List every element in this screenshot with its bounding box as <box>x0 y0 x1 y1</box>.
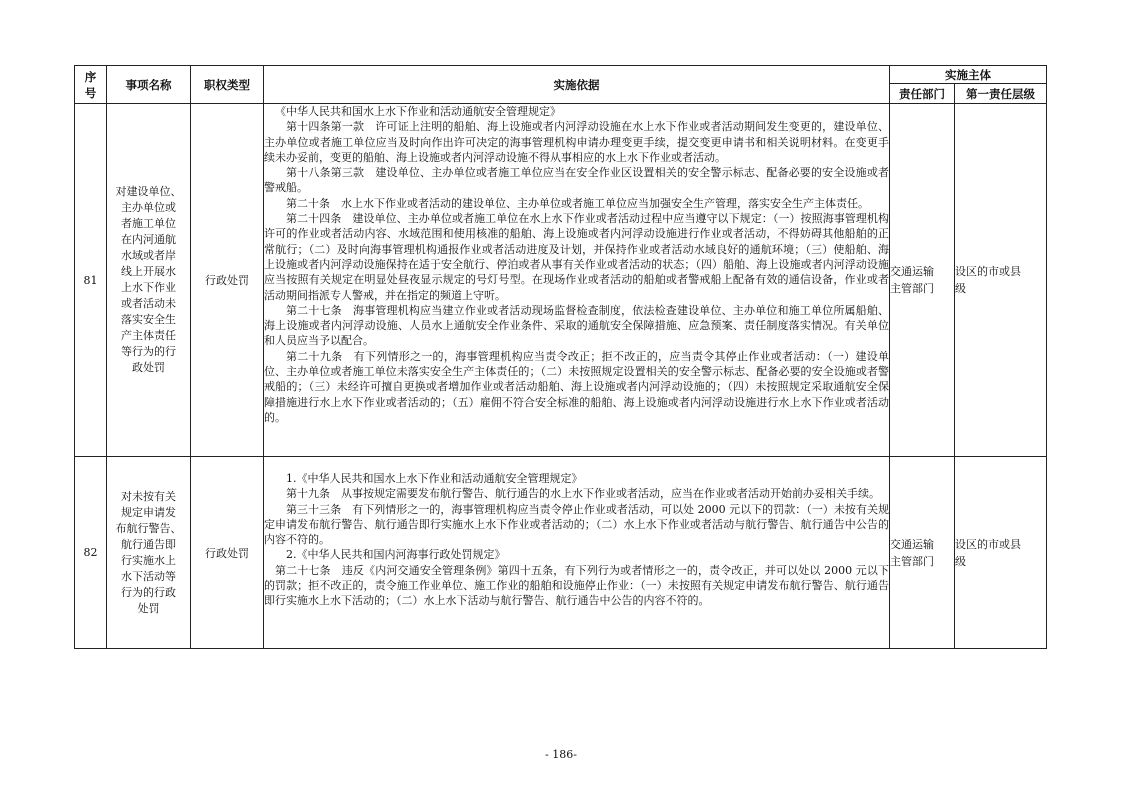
row-name-line: 政处罚 <box>132 361 165 374</box>
row-dept-line: 交通运输 <box>890 537 934 551</box>
row-name-line: 在内河通航 <box>121 233 176 246</box>
row-name-line: 行为的行政 <box>121 585 176 599</box>
row-name-line: 产主体责任 <box>121 329 176 342</box>
row-seq: 82 <box>75 457 107 649</box>
row-name-line: 等行为的行 <box>121 345 176 358</box>
basis-paragraph: 第十九条 从事按规定需要发布航行警告、航行通告的水上水下作业或者活动，应当在作业或者活动开始前办妥相关手续。 <box>286 487 880 501</box>
basis-paragraph: 第二十七条 违反《内河交通安全管理条例》第四十五条，有下列行为或者情形之一的，责令改正，并可以处以 2000 元以下的罚款；拒不改正的，责令施工作业单位、施工作业的船舶和设施停止作业：（一）未按照有关规定申请发布航行警告、航行通告即行实施水上水下活动的；（二）水上水下活动与航行警告、航行通告中公告的内容不符的。 <box>264 563 889 608</box>
row-type: 行政处罚 <box>191 457 264 649</box>
basis-paragraph: 第二十四条 建设单位、主办单位或者施工单位在水上水下作业或者活动过程中应当遵守以下规定：（一）按照海事管理机构许可的作业或者活动内容、水域范围和使用核准的船舶、海上设施或者内河浮动设施进行作业或者活动，不得妨碍其他船舶的正常航行；（二）及时向海事管理机构通报作业或者活动进度及计划，并保持作业或者活动水域良好的通航环境；（三）使船舶、海上设施或者内河浮动设施保持在适于安全航行、停泊或者从事有关作业或者活动的状态；（四）船舶、海上设施或者内河浮动设施应当按照有关规定在明显处昼夜显示规定的号灯号型。在现场作业或者活动的船舶或者警戒船上配备有效的通信设备，作业或者活动期间指派专人警戒，并在指定的频道上守听。 <box>264 212 889 302</box>
table-row <box>75 104 1047 457</box>
row-level-line: 级 <box>955 554 966 568</box>
row-type: 行政处罚 <box>191 104 264 457</box>
table-row <box>75 457 1047 649</box>
basis-paragraph: 第十四条第一款 许可证上注明的船舶、海上设施或者内河浮动设施在水上水下作业或者活动期间发生变更的，建设单位、主办单位或者施工单位应当及时向作出许可决定的海事管理机构申请办理变更手续，提交变更申请书和相关说明材料。在变更手续未办妥前，变更的船舶、海上设施或者内河浮动设施不得从事相应的水上水下作业或者活动。 <box>264 120 889 164</box>
row-level-line: 级 <box>955 282 966 295</box>
row-dept <box>890 104 955 457</box>
row-name-line: 对建设单位、 <box>115 185 182 198</box>
row-name-line: 者施工单位 <box>121 217 176 230</box>
row-dept-line: 主管部门 <box>890 554 934 568</box>
row-seq: 81 <box>75 104 107 457</box>
row-name-line: 主办单位或 <box>121 201 176 214</box>
authority-table <box>74 65 1047 649</box>
row-name-line: 对未按有关 <box>121 489 176 503</box>
row-basis <box>264 104 890 457</box>
row-name-line: 处罚 <box>137 601 160 615</box>
row-name <box>107 104 191 457</box>
row-name-line: 规定申请发 <box>121 505 176 519</box>
header-type: 职权类型 <box>191 66 264 104</box>
header-name: 事项名称 <box>107 66 191 104</box>
basis-paragraph: 1.《中华人民共和国水上水下作业和活动通航安全管理规定》 <box>286 472 583 485</box>
row-basis <box>264 457 890 649</box>
row-dept-line: 交通运输 <box>890 265 934 278</box>
page-number: - 186- <box>545 748 577 761</box>
header-level: 第一责任层级 <box>955 84 1047 104</box>
basis-paragraph: 第二十九条 有下列情形之一的，海事管理机构应当责令改正；拒不改正的，应当责令其停止作业或者活动：（一）建设单位、主办单位或者施工单位未落实安全生产主体责任的；（二）未按照规定设置相关的安全警示标志、配备必要的安全设施或者警戒船的；（三）未经许可擅自更换或者增加作业或者活动船舶、海上设施或者内河浮动设施的；（四）未按照规定采取通航安全保障措施进行水上水下作业或者活动的；（五）雇佣不符合安全标准的船舶、海上设施或者内河浮动设施进行水上水下作业或者活动的。 <box>264 349 889 424</box>
row-name <box>107 457 191 649</box>
row-level-line: 设区的市或县 <box>955 537 1021 551</box>
basis-paragraph: 2.《中华人民共和国内河海事行政处罚规定》 <box>286 548 506 562</box>
row-dept-line: 主管部门 <box>890 282 934 295</box>
basis-paragraph: 第二十七条 海事管理机构应当建立作业或者活动现场监督检查制度，依法检查建设单位、主办单位和施工单位所属船舶、海上设施或者内河浮动设施、人员水上通航安全作业条件、采取的通航安全保障措施、应急预案、责任制度落实情况。有关单位和人员应当予以配合。 <box>264 303 889 348</box>
row-name-line: 上水下作业 <box>121 281 176 294</box>
row-level <box>955 457 1047 649</box>
row-level-line: 设区的市或县 <box>955 265 1021 278</box>
row-name-line: 行实施水上 <box>121 553 176 567</box>
row-name-line: 或者活动未 <box>121 297 176 310</box>
basis-paragraph: 《中华人民共和国水上水下作业和活动通航安全管理规定》 <box>275 105 561 118</box>
row-name-line: 落实安全生 <box>121 313 176 326</box>
basis-paragraph: 第三十三条 有下列情形之一的，海事管理机构应当责令停止作业或者活动，可以处 2000 元以下的罚款：（一）未按有关规定申请发布航行警告、航行通告即行实施水上水下作业或者活动的；（二）水上水下作业或者活动与航行警告、航行通告中公告的内容不符的。 <box>264 502 889 547</box>
header-basis: 实施依据 <box>264 66 890 104</box>
row-level <box>955 104 1047 457</box>
basis-paragraph: 第二十条 水上水下作业或者活动的建设单位、主办单位或者施工单位应当加强安全生产管理，落实安全生产主体责任。 <box>286 196 869 210</box>
header-dept: 责任部门 <box>890 84 955 104</box>
row-name-line: 航行通告即 <box>121 537 176 551</box>
row-name-line: 布航行警告、 <box>115 521 182 535</box>
row-name-line: 水下活动等 <box>121 569 176 583</box>
basis-paragraph: 第十八条第三款 建设单位、主办单位或者施工单位应当在安全作业区设置相关的安全警示标志、配备必要的安全设施或者警戒船。 <box>264 166 889 195</box>
row-name-line: 水域或者岸 <box>121 249 176 262</box>
row-dept <box>890 457 955 649</box>
row-name-line: 线上开展水 <box>121 265 176 278</box>
header-seq: 序号 <box>75 66 107 104</box>
header-subject: 实施主体 <box>890 66 1047 84</box>
